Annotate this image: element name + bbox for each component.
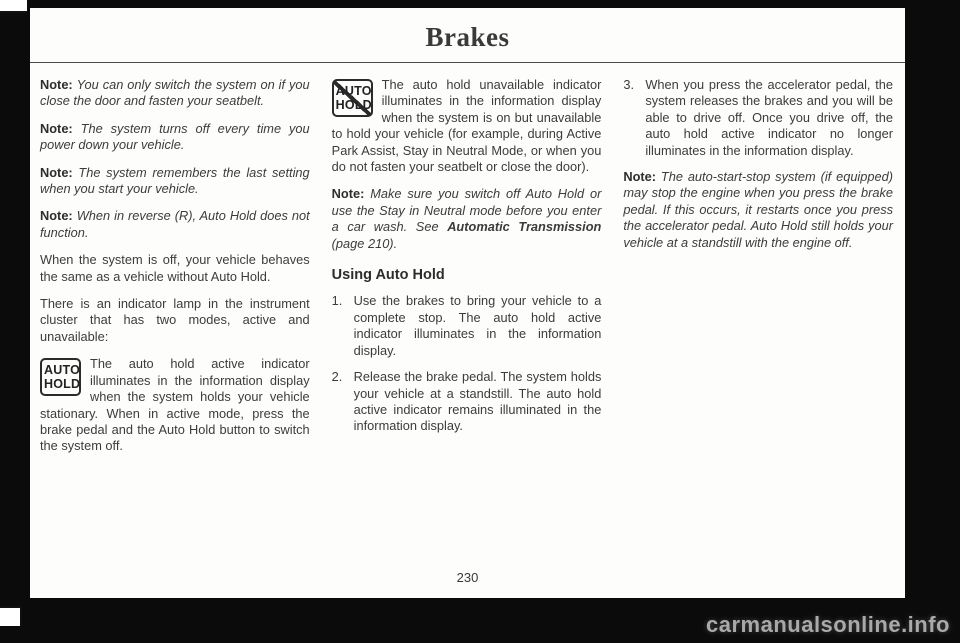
body-paragraph: When the system is off, your vehicle behaves the same as a vehicle without Auto Hold. — [40, 252, 310, 284]
body-paragraph: There is an indicator lamp in the instrument cluster that has two modes, active and unavailable: — [40, 296, 310, 344]
note-text: The auto-start-stop system (if equipped) may stop the engine when you press the brake pedal. If this occurs, it restarts once you press the accelerator pedal. Auto Hold still holds your vehicle at a standstill with the engine off. — [623, 169, 894, 250]
note-label: Note: — [40, 164, 73, 180]
note-label: Note: — [40, 120, 73, 136]
list-number: 3. — [623, 77, 635, 92]
content-columns — [30, 63, 905, 466]
note-paragraph — [40, 208, 310, 241]
page-number: 230 — [456, 570, 479, 585]
auto-hold-icon-line1: AUTO — [44, 363, 80, 378]
icon-paragraph-text: The auto hold unavailable indicator illuminates in the information display when the system is on but unavailable to hold your vehicle (for example, during Active Park Assist, Stay in Neutral Mode, or when you do not fasten your seatbelt or close the door). — [331, 77, 602, 175]
registration-mark-bottom — [0, 606, 22, 626]
auto-hold-icon-line1: AUTO — [335, 84, 372, 98]
note-text: (page 210). — [331, 235, 398, 251]
note-paragraph — [332, 186, 602, 252]
note-label: Note: — [40, 77, 73, 92]
note-text: You can only switch the system on if you close the door and fasten your seatbelt. — [40, 77, 310, 109]
watermark-text: carmanualsonline.info — [706, 612, 950, 637]
list-text: Use the brakes to bring your vehicle to a complete stop. The auto hold active indicator illuminates in the information display. — [353, 293, 602, 358]
list-item — [332, 293, 602, 359]
column-3 — [623, 77, 893, 466]
icon-paragraph-text: The auto hold active indicator illuminates in the information display when the system holds your vehicle stationary. When in active mode, press the brake pedal and the Auto Hold button to switch the system off. — [40, 356, 310, 454]
column-2 — [332, 77, 602, 466]
cross-reference: Automatic Transmission — [447, 219, 602, 235]
auto-hold-icon-line2: HOLD — [335, 98, 372, 112]
section-heading: Using Auto Hold — [331, 267, 445, 284]
icon-paragraph — [332, 77, 602, 175]
registration-mark-top — [0, 0, 27, 13]
note-paragraph — [623, 169, 893, 251]
note-label: Note: — [331, 186, 365, 202]
auto-hold-unavailable-icon — [332, 79, 373, 117]
list-item — [332, 369, 602, 435]
list-text: When you press the accelerator pedal, the system releases the brakes and you will be able to drive off. Once you drive off, the auto hold active indicator no longer illuminates in the information display. — [645, 77, 894, 158]
note-label: Note: — [623, 169, 657, 185]
note-text: The system remembers the last setting when you start your vehicle. — [40, 164, 310, 197]
note-text: The system turns off every time you power down your vehicle. — [40, 120, 310, 153]
list-number: 1. — [331, 293, 343, 309]
note-text: When in reverse (R), Auto Hold does not function. — [40, 208, 310, 240]
note-paragraph — [40, 165, 310, 198]
auto-hold-active-icon — [40, 358, 81, 396]
page-header — [30, 8, 905, 63]
auto-hold-icon-line2: HOLD — [44, 377, 81, 392]
note-paragraph — [40, 77, 310, 110]
list-number: 2. — [331, 369, 343, 385]
list-item — [623, 77, 893, 159]
column-1 — [40, 77, 310, 466]
list-text: Release the brake pedal. The system holds your vehicle at a standstill. The auto hold active indicator remains illuminated in the information display. — [353, 369, 602, 434]
page-sheet — [30, 8, 905, 598]
icon-paragraph — [40, 356, 310, 454]
page-title: Brakes — [425, 22, 510, 52]
note-label: Note: — [40, 208, 73, 224]
note-text: Make sure you switch off Auto Hold or use the Stay in Neutral mode before you enter a car wash. See — [331, 186, 602, 235]
note-paragraph — [40, 121, 310, 154]
